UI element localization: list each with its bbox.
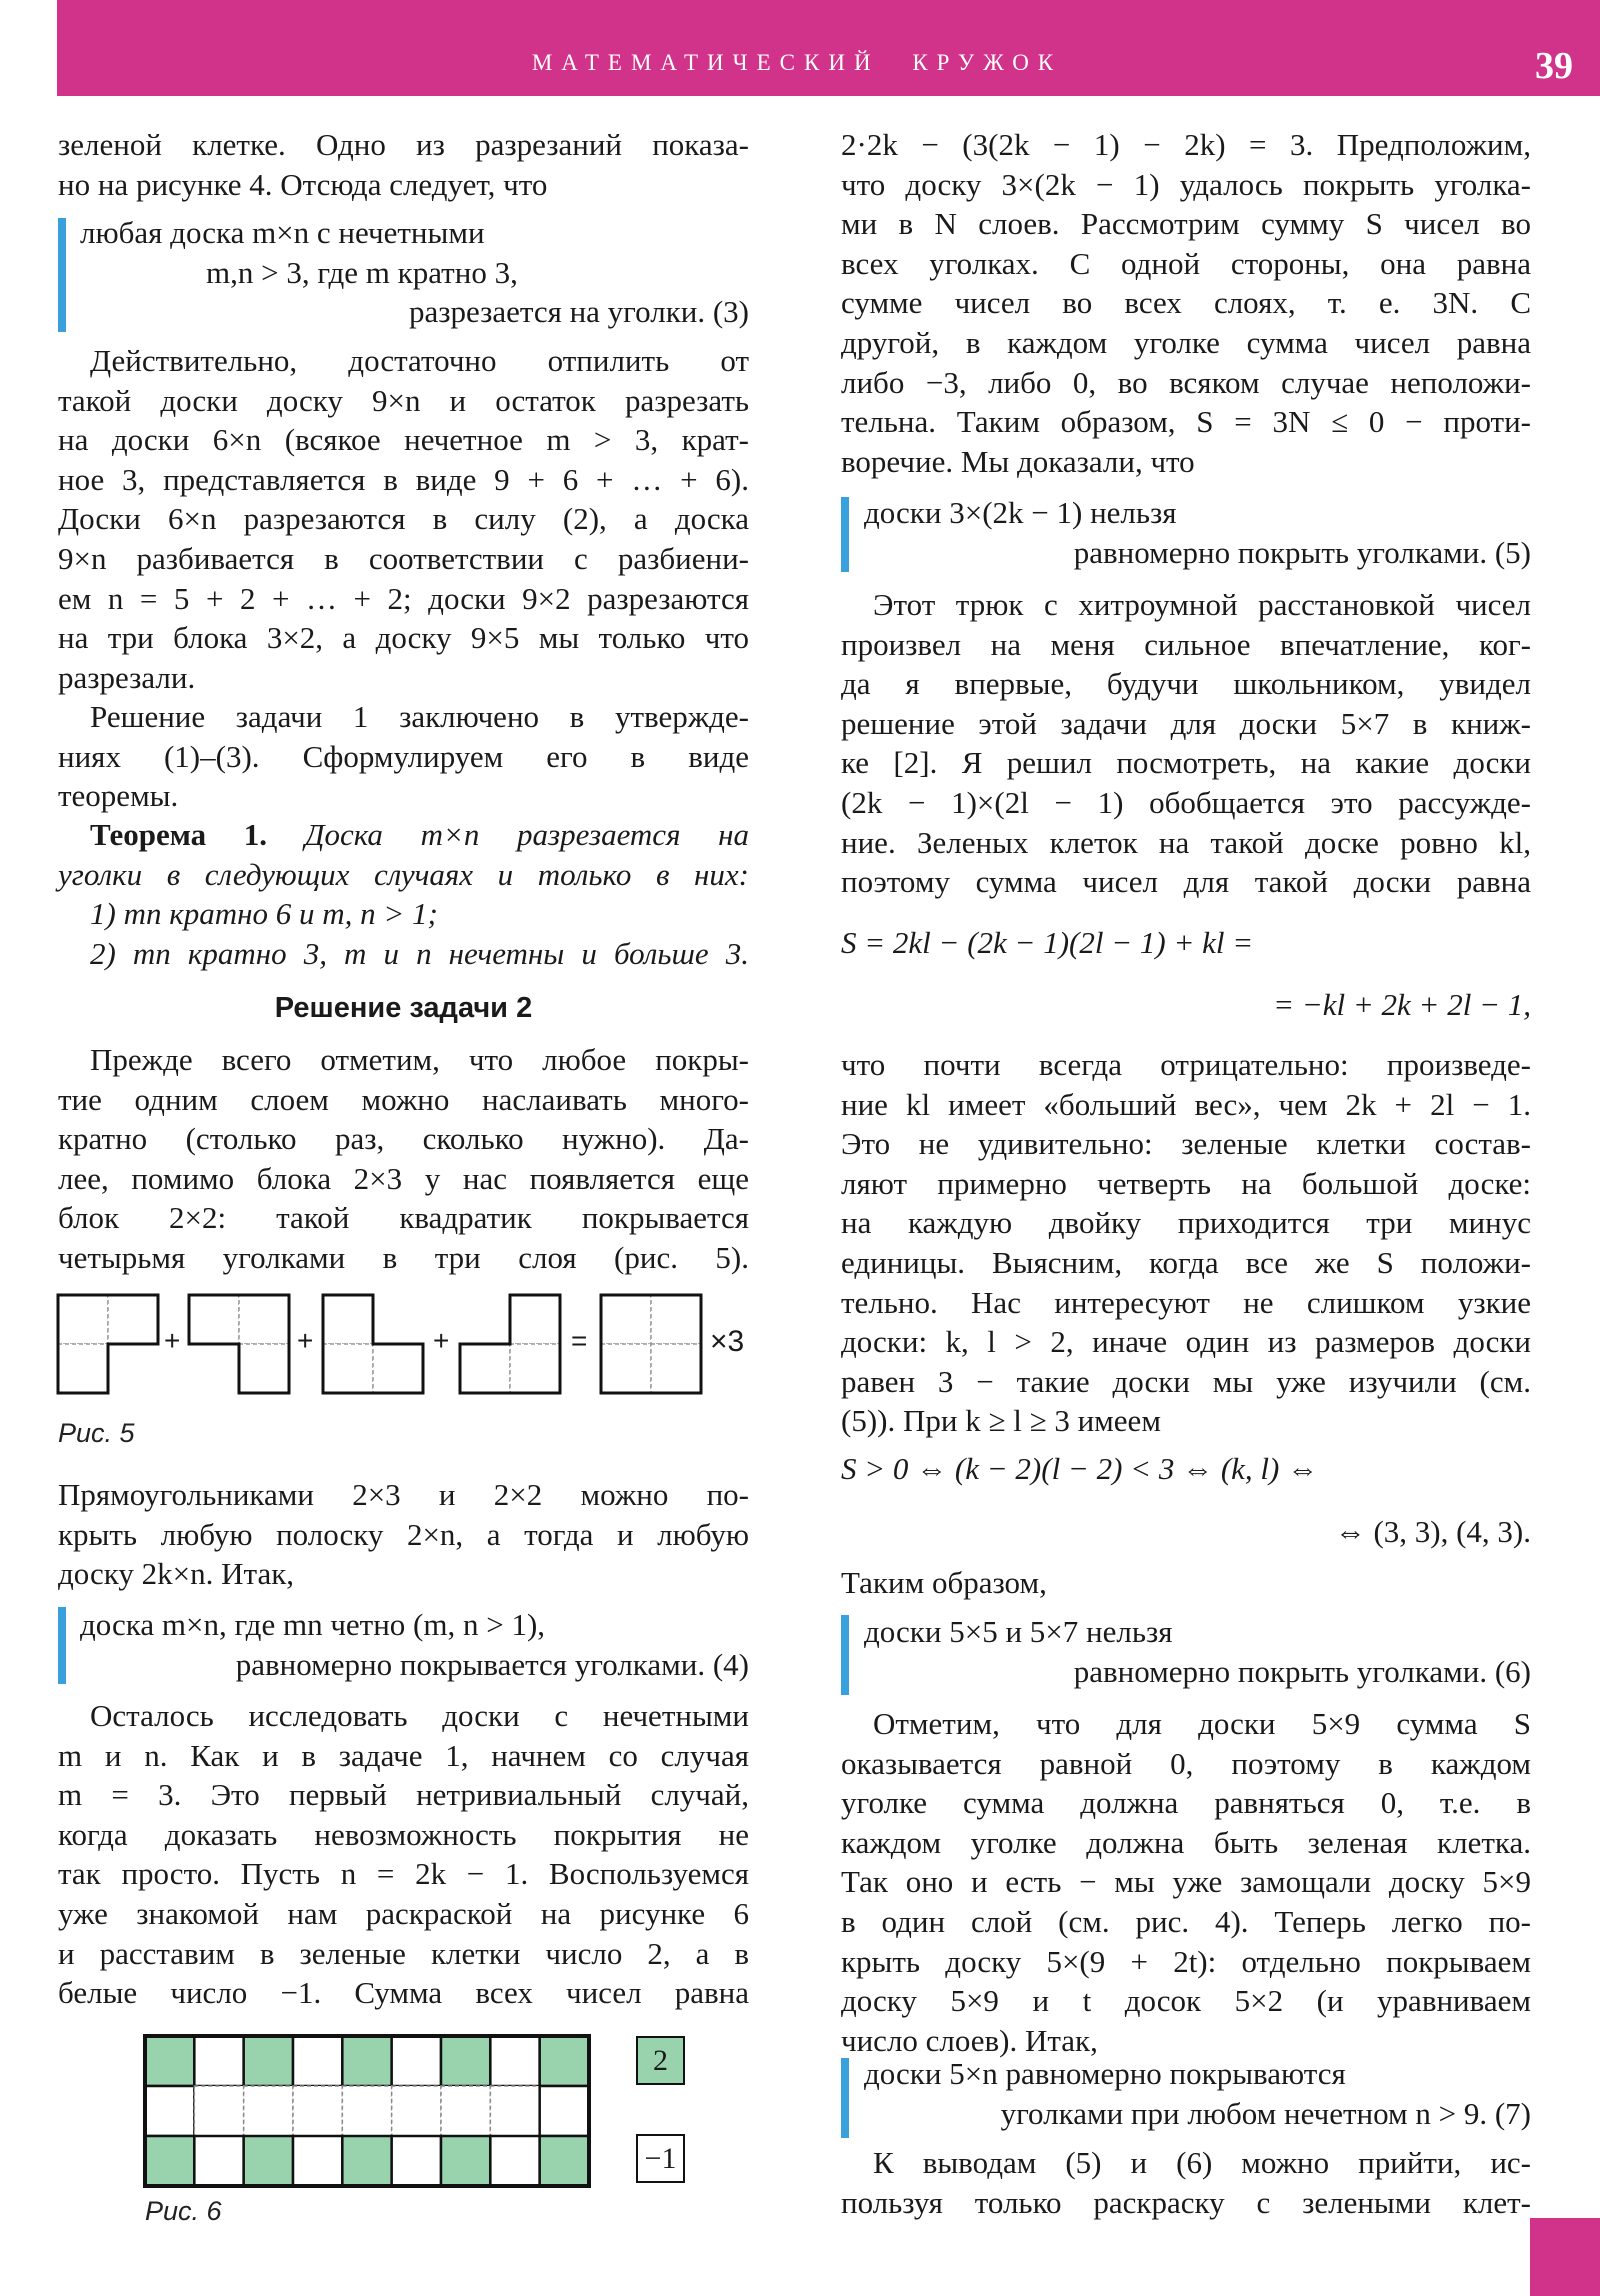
formula [841,1449,1531,1551]
text-line: тие одним слоем можно наслаивать много- [58,1081,749,1117]
text-line: тельна. Таким образом, S = 3N ≤ 0 − проти- [841,404,1531,440]
white-cell [490,2136,539,2186]
statement-5 [864,493,1531,572]
white-cell [540,2086,589,2136]
paragraph [58,1696,749,2013]
text-line: ем n = 5 + 2 + … + 2; доски 9×2 разрезаются [58,580,749,616]
statement-line: уголками при любом нечетном n > 9. (7) [1000,2095,1531,2131]
text-line: m и n. Как и в задаче 1, начнем со случая [58,1737,749,1773]
highlight-bar [841,1615,849,1695]
green-cell [540,2136,589,2186]
figure-caption: Рис. 5 [58,1418,135,1448]
white-cell [293,2036,342,2086]
paragraph [841,585,1531,902]
paragraph [58,125,749,204]
text-line: что почти всегда отрицательно: произведе- [841,1047,1531,1082]
white-cell [392,2086,441,2136]
highlight-bar [841,2058,849,2138]
legend-white-cell: −1 [636,2134,685,2183]
white-cell [293,2136,342,2186]
text-line: на три блока 3×2, а доску 9×5 мы только что [58,620,749,656]
text-line: 9×n разбивается в соответствии с разбиени- [58,540,749,576]
text-line: белые число −1. Сумма всех чисел равна [58,1975,749,2011]
text-line: пользуя только раскраску с зелеными клет- [841,2184,1531,2220]
text-line: ляют примерно четверть на большой доске: [841,1165,1531,1201]
plus-sign: + [433,1325,450,1356]
text-line: Прямоугольниками 2×3 и 2×2 можно по- [58,1477,749,1512]
text-line: четырьмя уголками в три слоя (рис. 5). [58,1239,749,1275]
text-line: Решение задачи 1 заключено в утвержде- [90,699,749,734]
text-line: в один слой (см. рис. 4). Теперь легко по- [841,1903,1531,1939]
text-line: либо −3, либо 0, во всяком случае неположи- [841,364,1531,400]
statement-3 [80,213,749,332]
paragraph [841,1704,1531,2060]
white-cell [342,2086,391,2136]
paragraph [58,1475,749,1594]
green-cell [145,2136,194,2186]
text-line: ное 3, представляется в виде 9 + 6 + … + 6). [58,461,749,497]
legend-green-cell: 2 [636,2036,685,2085]
text-line: Осталось исследовать доски с нечетными [90,1698,749,1733]
text-line: ми в N слоев. Рассмотрим сумму S чисел во [841,206,1531,242]
paragraph [841,1045,1531,1441]
theorem-text: Доска m×n разрезается на [304,817,750,852]
text-line: лее, помимо блока 2×3 у нас появляется еще [58,1160,749,1196]
statement-line: m,n > 3, где m кратно 3, [206,254,518,290]
white-cell [490,2036,539,2086]
text-line: оказывается равной 0, поэтому в каждом [841,1745,1531,1781]
green-cell [145,2036,194,2086]
text-line: такой доски доску 9×n и остаток разрезать [58,382,749,418]
text-line: на доски 6×n (всякое нечетное m > 3, крат- [58,422,749,458]
text-line: сумме чисел во всех слоях, т. е. 3N. С [841,285,1531,321]
formula-line: ⇔ (3, 3), (4, 3). [1334,1513,1531,1549]
green-cell [342,2136,391,2186]
paragraph [841,2143,1531,2222]
text-line: кратно (столько раз, сколько нужно). Да- [58,1121,749,1157]
figure-6-grid [145,2036,590,2186]
text-line: всех уголках. С одной стороны, она равна [841,245,1531,281]
text-line: доску 2k×n. Итак, [58,1556,295,1592]
theorem-line: уголки в следующих случаях и только в них: [58,856,749,892]
statement-7 [864,2054,1531,2133]
text-line: Это не удивительно: зеленые клетки состав- [841,1126,1531,1162]
statement-line: доски 5×5 и 5×7 нельзя [864,1614,1173,1649]
theorem-case: 2) mn кратно 3, m и n нечетны и больше 3. [90,935,749,971]
green-cell [441,2136,490,2186]
theorem-label: Теорема 1. [90,817,268,852]
figure-caption: Рис. 6 [145,2196,222,2226]
text-line: (5)). При k ≥ l ≥ 3 имеем [841,1403,1161,1439]
text-line: произвел на меня сильное впечатление, ког- [841,626,1531,662]
formula [841,923,1531,1024]
statement-line: доски 3×(2k − 1) нельзя [864,495,1177,530]
highlight-bar [58,218,66,332]
statement-4 [80,1605,749,1684]
statement-line: любая доска m×n с нечетными [80,215,485,250]
text-line: доску 5×9 и t досок 5×2 (и уравниваем [841,1983,1531,2019]
formula-line: S = 2kl − (2k − 1)(2l − 1) + kl = [841,925,1254,960]
green-cell [244,2136,293,2186]
text-line: крыть доску 5×(9 + 2t): отдельно покрываем [841,1943,1531,1979]
statement-6 [864,1612,1531,1691]
text-line: число слоев). Итак, [841,2022,1098,2058]
statement-line: равномерно покрыть уголками. (5) [1073,534,1531,570]
corner-tab [1530,2218,1600,2296]
text-line: ние. Зеленых клеток на такой доске ровно kl, [841,824,1531,860]
white-cell [490,2086,539,2136]
text-line: что доску 3×(2k − 1) удалось покрыть уголка- [841,166,1531,202]
text-line: так просто. Пусть n = 2k − 1. Воспользуемся [58,1856,749,1892]
text-line: крыть любую полоску 2×n, а тогда и любую [58,1516,749,1552]
text-line: уголке сумма должна равняться 0, т.е. в [841,1785,1531,1821]
text-line: ние kl имеет «больший вес», чем 2k + 2l − 1. [841,1086,1531,1122]
text-line: равен 3 − такие доски мы уже изучили (см. [841,1363,1531,1399]
text-line: зеленой клетке. Одно из разрезаний показа- [58,127,749,162]
text-line: ниях (1)–(3). Сформулируем его в виде [58,738,749,774]
text-line: разрезали. [58,659,196,695]
highlight-bar [58,1607,66,1684]
text-line: единицы. Выясним, когда все же S положи- [841,1244,1531,1280]
page-number: 39 [1535,45,1573,87]
paragraph [58,341,749,697]
paragraph [841,125,1531,481]
formula-line: = −kl + 2k + 2l − 1, [1273,986,1531,1022]
statement-line: равномерно покрыть уголками. (6) [1073,1653,1531,1689]
text-line: теоремы. [58,778,179,814]
text-line: К выводам (5) и (6) можно прийти, ис- [873,2145,1531,2180]
green-cell [342,2036,391,2086]
white-cell [194,2136,243,2186]
text-line: (2k − 1)×(2l − 1) обобщается это рассужде- [841,784,1531,820]
white-cell [392,2036,441,2086]
figure-5 [0,0,1,1]
text-line: доски: k, l > 2, иначе один из размеров доски [841,1324,1531,1360]
text-line: 2·2k − (3(2k − 1) − 2k) = 3. Предположим, [841,127,1531,162]
text-line: каждом уголке должна быть зеленая клетка. [841,1824,1531,1860]
statement-line: доски 5×n равномерно покрываются [864,2056,1346,2091]
white-cell [194,2036,243,2086]
text-line: блок 2×2: такой квадратик покрывается [58,1200,749,1236]
statement-line: доска m×n, где mn четно (m, n > 1), [80,1607,546,1642]
text-line: Действительно, достаточно отпилить от [90,343,749,378]
text-line: ке [2]. Я решил посмотреть, на какие доски [841,745,1531,781]
section-title: МАТЕМАТИЧЕСКИЙ КРУЖОК [531,50,1063,75]
text-line: другой, в каждом уголке сумма чисел равна [841,324,1531,360]
green-cell [540,2036,589,2086]
formula-line: S > 0 ⇔ (k − 2)(l − 2) < 3 ⇔ (k, l) ⇔ [841,1451,1319,1486]
text-line: Отметим, что для доски 5×9 сумма S [873,1706,1531,1741]
text-line: тельно. Нас интересуют не слишком узкие [841,1284,1531,1320]
plus-sign: + [164,1325,181,1356]
paragraph [58,1040,749,1278]
text-line: уже знакомой нам раскраской на рисунке 6 [58,1895,749,1931]
highlight-bar [841,497,849,572]
green-cell [441,2036,490,2086]
text-line: решение этой задачи для доски 5×7 в книж- [841,705,1531,741]
header-band [57,0,1600,96]
equals-sign: = [571,1325,588,1356]
statement-line: разрезается на уголки. (3) [408,294,749,330]
text-line: Прежде всего отметим, что любое покры- [90,1042,749,1077]
white-cell [145,2086,194,2136]
paragraph [58,697,749,816]
text-line: да я впервые, будучи школьником, увидел [841,666,1531,702]
text-line: на каждую двойку приходится три минус [841,1205,1531,1241]
theorem-case: 1) mn кратно 6 и m, n > 1; [90,896,438,932]
text-line: когда доказать невозможность покрытия не [58,1816,749,1852]
green-cell [244,2036,293,2086]
text-line: но на рисунке 4. Отсюда следует, что [58,166,548,202]
white-cell [441,2086,490,2136]
text-line: Доски 6×n разрезаются в силу (2), а доска [58,501,749,537]
theorem [58,815,749,973]
text-line: и расставим в зеленые клетки число 2, а в [58,1935,749,1971]
white-cell [293,2086,342,2136]
text-line: воречие. Мы доказали, что [841,443,1195,479]
text-line: поэтому сумма чисел для такой доски равна [841,864,1531,900]
text-line: Таким образом, [841,1565,1047,1600]
text-line: Так оно и есть − мы уже замощали доску 5×9 [841,1864,1531,1900]
section-heading: Решение задачи 2 [274,992,533,1024]
white-cell [194,2086,243,2136]
times-three: ×3 [710,1325,745,1358]
plus-sign: + [297,1325,314,1356]
statement-line: равномерно покрывается уголками. (4) [235,1646,749,1682]
white-cell [392,2136,441,2186]
text-line: m = 3. Это первый нетривиальный случай, [58,1777,749,1813]
white-cell [244,2086,293,2136]
text-line: Этот трюк с хитроумной расстановкой чисел [873,587,1531,622]
paragraph [841,1563,1531,1603]
